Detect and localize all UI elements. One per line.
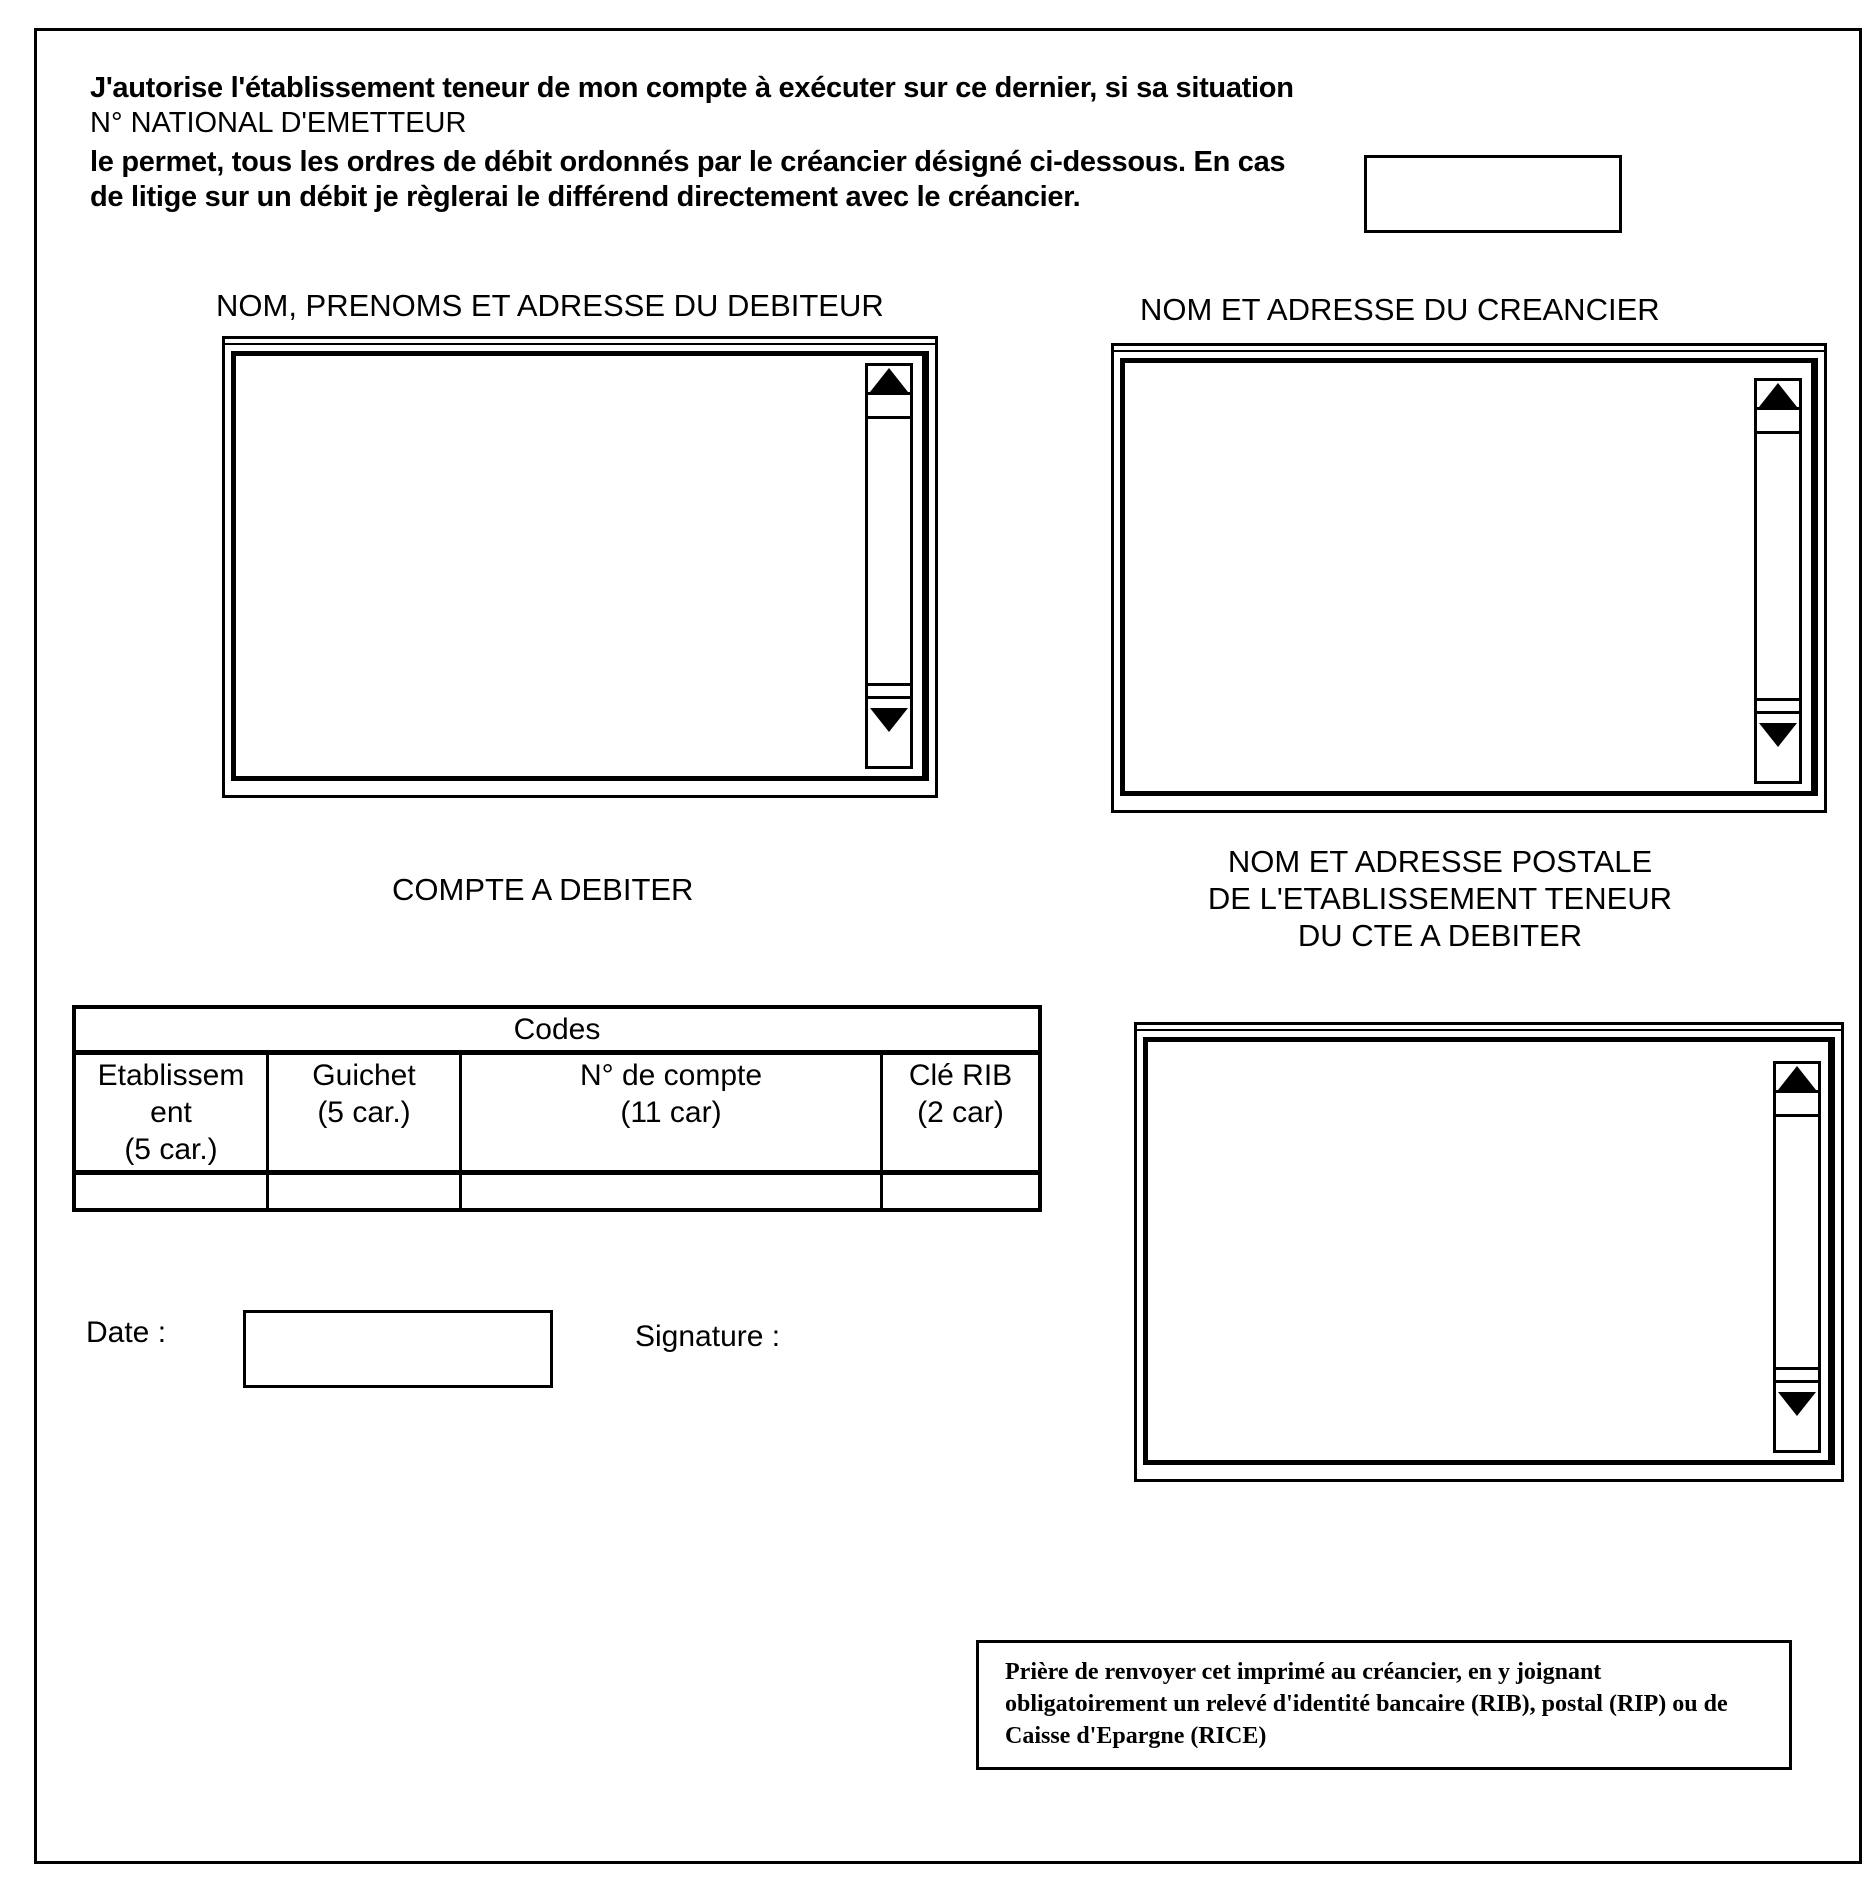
- intro-line-3: de litige sur un débit je règlerai le différend directement avec le créancier.: [90, 181, 1081, 213]
- panel-edge: [1114, 350, 1824, 352]
- column-label: ent: [150, 1096, 192, 1129]
- compte-heading: COMPTE A DEBITER: [392, 872, 694, 907]
- column-label: Clé RIB: [908, 1059, 1013, 1092]
- codes-header-row: [74, 1053, 1040, 1173]
- etablissement-heading-line-3: DU CTE A DEBITER: [1297, 918, 1583, 953]
- signature-label: Signature :: [635, 1320, 781, 1353]
- creancier-textarea[interactable]: [1111, 343, 1827, 813]
- column-label: (11 car): [620, 1096, 722, 1129]
- emetteur-label: N° NATIONAL D'EMETTEUR: [90, 107, 467, 139]
- column-numero-compte: [461, 1053, 882, 1173]
- scroll-up-arrow-icon[interactable]: [868, 366, 910, 419]
- codes-entry-row: [74, 1173, 1040, 1211]
- codes-title: Codes: [74, 1007, 1040, 1053]
- debiteur-textarea-inner[interactable]: [231, 351, 929, 781]
- numero-compte-field[interactable]: [461, 1173, 882, 1211]
- column-cle-rib: [882, 1053, 1041, 1173]
- debiteur-scrollbar[interactable]: [865, 363, 913, 769]
- etablissement-code-field[interactable]: [74, 1173, 268, 1211]
- notice-box: Prière de renvoyer cet imprimé au créancier, en y joignant obligatoirement un relevé d'identité bancaire (RIB), postal (RIP) ou de Caisse d'Epargne (RICE): [976, 1640, 1792, 1770]
- scroll-down-arrow-icon[interactable]: [1776, 1367, 1818, 1450]
- creancier-textarea-inner[interactable]: [1120, 358, 1818, 796]
- emetteur-number-field[interactable]: [1364, 155, 1622, 233]
- scroll-up-arrow-icon[interactable]: [1776, 1064, 1818, 1117]
- debiteur-textarea[interactable]: [222, 336, 938, 798]
- date-label: Date :: [86, 1316, 167, 1349]
- scroll-down-arrow-icon[interactable]: [1757, 698, 1799, 781]
- scroll-down-arrow-icon[interactable]: [868, 683, 910, 766]
- panel-edge: [225, 343, 935, 345]
- etablissement-heading: [1170, 843, 1710, 954]
- scroll-up-arrow-icon[interactable]: [1757, 381, 1799, 434]
- etablissement-textarea[interactable]: [1134, 1022, 1844, 1482]
- column-guichet: [268, 1053, 461, 1173]
- column-label: Etablissem: [97, 1059, 245, 1092]
- column-label: Guichet: [312, 1059, 416, 1092]
- date-field[interactable]: [243, 1310, 553, 1388]
- etablissement-scrollbar[interactable]: [1773, 1061, 1821, 1453]
- column-label: (2 car): [917, 1096, 1004, 1129]
- creancier-heading: NOM ET ADRESSE DU CREANCIER: [1140, 292, 1660, 327]
- panel-edge: [1137, 1029, 1841, 1031]
- etablissement-heading-line-2: DE L'ETABLISSEMENT TENEUR: [1207, 881, 1673, 916]
- intro-line-1: J'autorise l'établissement teneur de mon compte à exécuter sur ce dernier, si sa situation: [90, 72, 1294, 104]
- column-label: (5 car.): [124, 1133, 218, 1166]
- column-etablissement: [74, 1053, 268, 1173]
- etablissement-heading-line-1: NOM ET ADRESSE POSTALE: [1227, 844, 1653, 879]
- creancier-scrollbar[interactable]: [1754, 378, 1802, 784]
- guichet-code-field[interactable]: [268, 1173, 461, 1211]
- column-label: (5 car.): [317, 1096, 411, 1129]
- debiteur-heading: NOM, PRENOMS ET ADRESSE DU DEBITEUR: [216, 288, 884, 323]
- column-label: N° de compte: [579, 1059, 763, 1092]
- codes-table: [72, 1005, 1042, 1212]
- intro-line-2: le permet, tous les ordres de débit ordonnés par le créancier désigné ci-dessous. En cas: [90, 146, 1286, 178]
- cle-rib-field[interactable]: [882, 1173, 1041, 1211]
- etablissement-textarea-inner[interactable]: [1143, 1037, 1835, 1465]
